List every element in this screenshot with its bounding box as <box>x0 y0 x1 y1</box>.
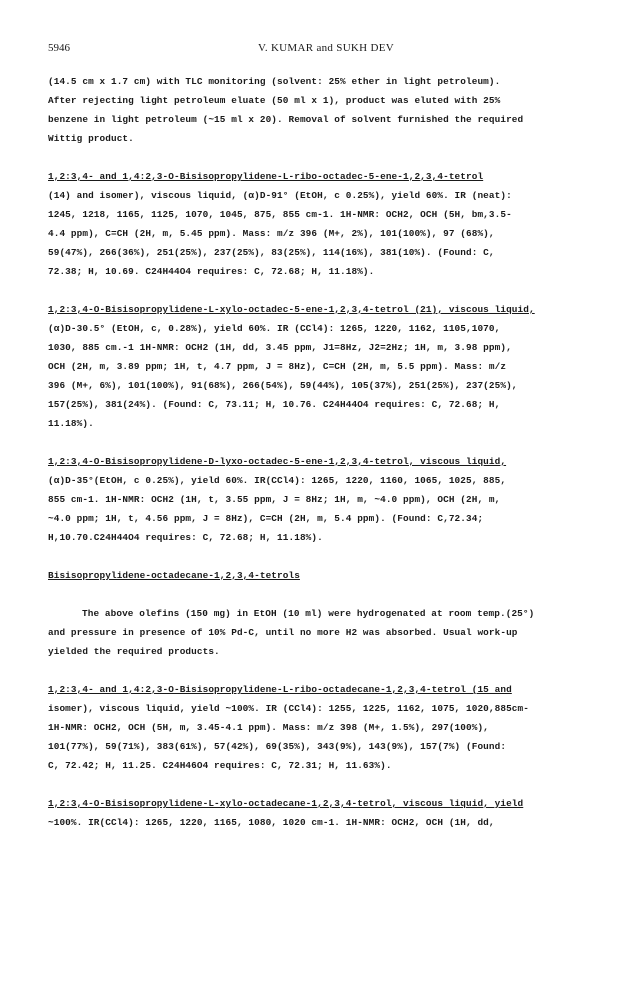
compound-heading: 1,2:3,4-O-Bisisopropylidene-L-xylo-octadecane-1,2,3,4-tetrol, viscous liquid, yield <box>48 798 524 809</box>
compound-heading: 1,2:3,4- and 1,4:2,3-O-Bisisopropylidene-L-ribo-octadec-5-ene-1,2,3,4-tetrol <box>48 171 484 182</box>
text-line: ~4.0 ppm; 1H, t, 4.56 ppm, J = 8Hz), C=CH (2H, m, 5.4 ppm). (Found: C,72.34; <box>48 513 484 524</box>
text-line: 1030, 885 cm.-1 1H-NMR: OCH2 (1H, dd, 3.45 ppm, J1=8Hz, J2=2Hz; 1H, m, 3.98 ppm), <box>48 342 512 353</box>
text-line: (α)D-35°(EtOH, c 0.25%), yield 60%. IR(CCl4): 1265, 1220, 1160, 1065, 1025, 885, <box>48 475 507 486</box>
text-line: (α)D-30.5° (EtOH, c, 0.28%), yield 60%. IR (CCl4): 1265, 1220, 1162, 1105,1070, <box>48 323 501 334</box>
text-line: 59(47%), 266(36%), 251(25%), 237(25%), 83(25%), 114(16%), 381(10%). (Found: C, <box>48 247 495 258</box>
paragraph-gap <box>48 148 608 167</box>
text-line: Wittig product. <box>48 133 134 144</box>
text-line: OCH (2H, m, 3.89 ppm; 1H, t, 4.7 ppm, J = 8Hz), C=CH (2H, m, 5.5 ppm). Mass: m/z <box>48 361 507 372</box>
compound-heading: 1,2:3,4-O-Bisisopropylidene-D-lyxo-octadec-5-ene-1,2,3,4-tetrol, viscous liquid, <box>48 456 507 467</box>
text-line: 1245, 1218, 1165, 1125, 1070, 1045, 875, 855 cm-1. 1H-NMR: OCH2, OCH (5H, bm,3.5- <box>48 209 512 220</box>
text-line: H,10.70.C24H44O4 requires: C, 72.68; H, 11.18%). <box>48 532 323 543</box>
text-line: 11.18%). <box>48 418 94 429</box>
text-line: 4.4 ppm), C=CH (2H, m, 5.45 ppm). Mass: m/z 396 (M+, 2%), 101(100%), 97 (68%), <box>48 228 495 239</box>
text-line: After rejecting light petroleum eluate (50 ml x 1), product was eluted with 25% <box>48 95 501 106</box>
text-line: (14) and isomer), viscous liquid, (α)D-91° (EtOH, c 0.25%), yield 60%. IR (neat): <box>48 190 512 201</box>
page-number: 5946 <box>48 42 70 54</box>
text-line: 1H-NMR: OCH2, OCH (5H, m, 3.45-4.1 ppm). Mass: m/z 398 (M+, 1.5%), 297(100%), <box>48 722 489 733</box>
text-line: and pressure in presence of 10% Pd-C, until no more H2 was absorbed. Usual work-up <box>48 627 518 638</box>
text-line: 72.38; H, 10.69. C24H44O4 requires: C, 72.68; H, 11.18%). <box>48 266 375 277</box>
paragraph-gap <box>48 775 608 794</box>
text-line: 157(25%), 381(24%). (Found: C, 73.11; H, 10.76. C24H44O4 requires: C, 72.68; H, <box>48 399 501 410</box>
text-line: The above olefins (150 mg) in EtOH (10 ml) were hydrogenated at room temp.(25°) <box>82 608 535 619</box>
compound-heading: 1,2:3,4-O-Bisisopropylidene-L-xylo-octadec-5-ene-1,2,3,4-tetrol (21), viscous liquid, <box>48 304 535 315</box>
text-line: yielded the required products. <box>48 646 220 657</box>
text-line: 396 (M+, 6%), 101(100%), 91(68%), 266(54%), 59(44%), 105(37%), 251(25%), 237(25%), <box>48 380 518 391</box>
paragraph-gap <box>48 661 608 680</box>
text-line: (14.5 cm x 1.7 cm) with TLC monitoring (solvent: 25% ether in light petroleum). <box>48 76 501 87</box>
text-line: 855 cm-1. 1H-NMR: OCH2 (1H, t, 3.55 ppm, J = 8Hz; 1H, m, ~4.0 ppm), OCH (2H, m, <box>48 494 501 505</box>
article-body <box>48 72 608 832</box>
text-line: 101(77%), 59(71%), 383(61%), 57(42%), 69(35%), 343(9%), 143(9%), 157(7%) (Found: <box>48 741 507 752</box>
paragraph-gap <box>48 281 608 300</box>
text-line: ~100%. IR(CCl4): 1265, 1220, 1165, 1080, 1020 cm-1. 1H-NMR: OCH2, OCH (1H, dd, <box>48 817 495 828</box>
text-line: benzene in light petroleum (~15 ml x 20). Removal of solvent furnished the required <box>48 114 524 125</box>
running-header <box>48 42 604 56</box>
text-line: isomer), viscous liquid, yield ~100%. IR (CCl4): 1255, 1225, 1162, 1075, 1020,885cm- <box>48 703 529 714</box>
paragraph-gap <box>48 547 608 566</box>
section-heading: Bisisopropylidene-octadecane-1,2,3,4-tetrols <box>48 570 300 581</box>
text-line: C, 72.42; H, 11.25. C24H46O4 requires: C, 72.31; H, 11.63%). <box>48 760 392 771</box>
paragraph-gap <box>48 585 608 604</box>
compound-heading: 1,2:3,4- and 1,4:2,3-O-Bisisopropylidene-L-ribo-octadecane-1,2,3,4-tetrol (15 and <box>48 684 512 695</box>
author-line: V. KUMAR and SUKH DEV <box>258 42 394 54</box>
paragraph-gap <box>48 433 608 452</box>
